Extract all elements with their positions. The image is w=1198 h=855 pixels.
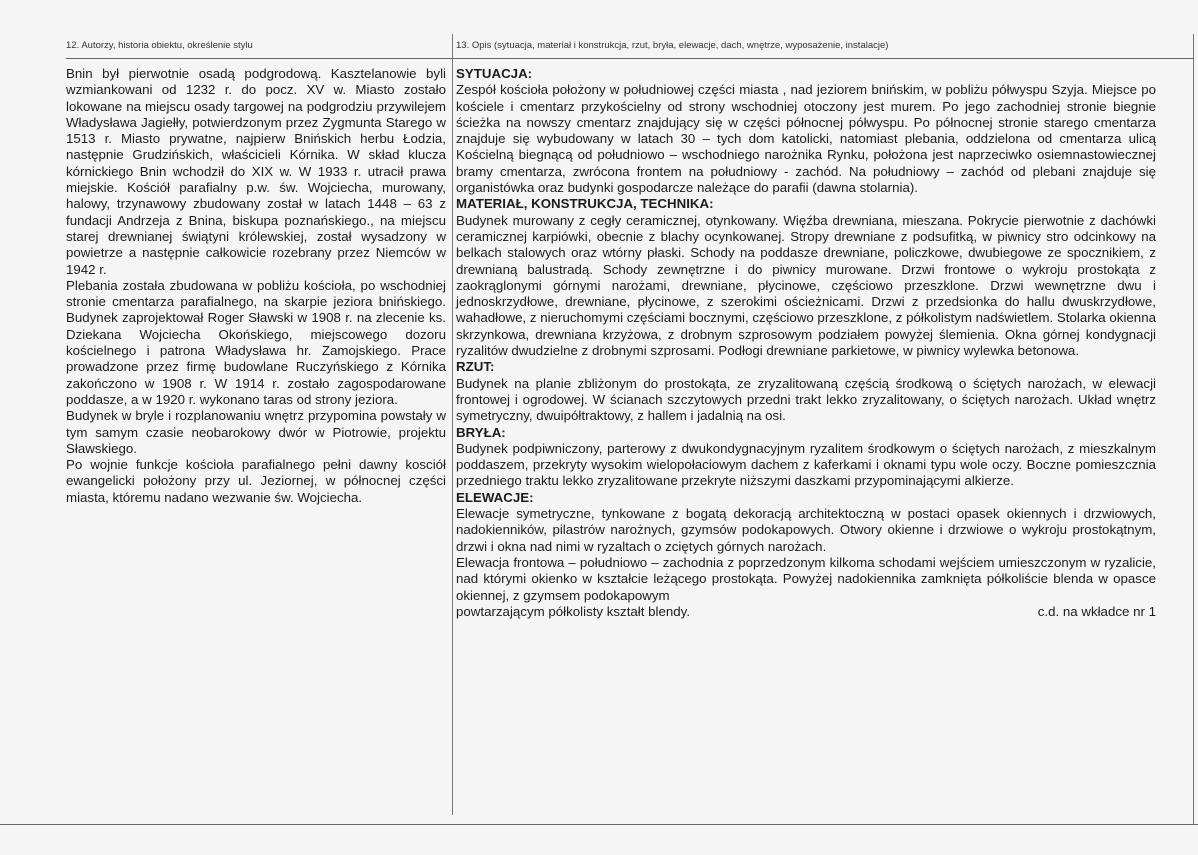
bottom-rule: [0, 824, 1198, 825]
section-heading-elewacje: ELEWACJE:: [456, 489, 534, 505]
right-column: [456, 66, 1156, 620]
section-paragraph: Elewacja frontowa – południowo – zachodnia z poprzedzonym kilkoma schodami wejściem umieszczonym w ryzalicie, nad którymi okienko w kształcie leżącego prostokąta. Powyżej nadokiennika zamknięta półkoliście blenda w opasce okiennej, z gzymsem podokapowym: [456, 554, 1156, 603]
section-paragraph: Budynek murowany z cegły ceramicznej, otynkowany. Więźba drewniana, mieszana. Pokrycie pierwotnie z dachówki ceramicznej karpiówki, obecnie z blachy ocynkowanej. Stropy drewniane z podsufitką, w piwnicy stro odcinkowy na belkach stalowych oraz wtórny płaski. Schody na poddasze drewniane, policzkowe, dwubiegowe ze spocznikiem, z drewnianą balustradą. Schody zewnętrzne i do piwnicy murowane. Drzwi frontowe o wykroju prostokąta z zaokrąglonymi górnymi narożami, drewniane, płycinowe, częściowo przeszklone. Drzwi wewnętrzne dwu i jednoskrzydłowe, drewniane, płycinowe, z szerokimi ościeżnicami. Drzwi z przedsionka do hallu dwuskrzydłowe, wahadłowe, z nieruchomymi częściami bocznymi, częściowo przeszklone, z półkolistym nadświetlem. Stolarka okienna skrzynkowa, drewniana krzyżowa, z drobnym szprosowym podziałem powyżej ślemienia. Okna górnej kondygnacji ryzalitów dwudzielne z drobnymi szprosami. Podłogi drewniane parkietowe, w piwnicy wylewka betonowa.: [456, 212, 1156, 359]
header-rule-left: [66, 58, 452, 59]
frame-border: [1193, 34, 1194, 825]
section-heading-bryla: BRYŁA:: [456, 424, 506, 440]
history-paragraph: Plebania została zbudowana w pobliżu kościoła, po wschodniej stronie cmentarza parafialnego, na skarpie jeziora bnińskiego. Budynek zaprojektował Roger Sławski w 1908 r. na zlecenie ks. Dziekana Wojciecha Okońskiego, miejscowego dozoru kościelnego i patrona Władysława hr. Zamojskiego. Prace prowadzone przez firmę budowlane Ruczyńskiego z Kórnika zakończono w 1908 r. W 1914 r. zostało zagospodarowane poddasze, a w 1920 r. wykonano taras od strony jeziora.: [66, 277, 446, 407]
section-heading-sytuacja: SYTUACJA:: [456, 66, 533, 81]
column-divider: [452, 34, 453, 815]
left-column: [66, 66, 446, 506]
history-paragraph: Po wojnie funkcje kościoła parafialnego pełni dawny kosciół ewangelicki położony przy ul. Jeziornej, w północnej części miasta, któremu nadano wezwanie św. Wojciecha.: [66, 457, 446, 505]
continuation-note: c.d. na wkładce nr 1: [1037, 603, 1156, 619]
section-paragraph: Elewacje symetryczne, tynkowane z bogatą dekoracją architektoczną w postaci opasek okiennych i drzwiowych, nadokienników, pilastrów narożnych, gzymsów podokapowych. Otwory okienne i drzwiowe o wykroju prostokątnym, drzwi i okna nad nimi w ryzaltach o zciętych górnych narożach.: [456, 506, 1156, 554]
last-text-line: powtarzającym półkolisty kształt blendy.: [456, 603, 691, 619]
right-column-header: 13. Opis (sytuacja, materiał i konstrukcja, rzut, bryła, elewacje, dach, wnętrze, wyposażenie, instalacje): [456, 40, 889, 51]
section-paragraph: Budynek podpiwniczony, parterowy z dwukondygnacyjnym ryzalitem środkowym o ściętych narożach, z mieszkalnym poddaszem, przekryty wysokim wielopołaciowym dachem z kaferkami i oknami typu wole oczy. Boczne pomieszcznia przedniego traktu lekko zryzalitowane przekryte niższymi daszkami przypominającymi alkierze.: [456, 440, 1156, 489]
header-rule-right: [452, 58, 1194, 59]
left-column-header: 12. Autorzy, historia obiektu, określenie stylu: [66, 40, 253, 51]
history-paragraph: Budynek w bryle i rozplanowaniu wnętrz przypomina powstały w tym samym czasie neobarokowy dwór w Piotrowie, projektu Sławskiego.: [66, 408, 446, 456]
section-paragraph: Zespół kościoła położony w południowej części miasta , nad jeziorem bnińskim, w pobliżu półwyspu Szyja. Miejsce po kościele i cmentarz przykościelny od strony wschodniej otoczony jest murem. Po jego zachodniej stronie biegnie ścieżka na nowszy cmentarz znajdujący się w części północnej półwyspu. Po północnej stronie starego cmentarza znajduje się wybudowany w latach 30 – tych dom katolicki, natomiast plebania, oddzielona od cmentarza ulicą Kościelną biegnącą od południowo – wschodniego narożnika Rynku, położona jest naprzeciwko osiemnastowiecznej bramy cmentarza, zwrócona frontem na południowy - zachód. Na południowy – zachód od plebani znajduje się organistówka oraz budynki gospodarcze należące do parafii (dawna stolarnia).: [456, 82, 1156, 196]
section-paragraph: Budynek na planie zbliżonym do prostokąta, ze zryzalitowaną częścią środkową o ściętych narożach, w elewacji frontowej i ogrodowej. W ścianach szczytowych przedni trakt lekko zryzalitowany, o ściętych narożach. Układ wnętrz symetryczny, dwuipółtraktowy, z hallem i jadalnią na osi.: [456, 375, 1156, 424]
final-line: [456, 604, 1156, 620]
history-paragraph: Bnin był pierwotnie osadą podgrodową. Kasztelanowie byli wzmiankowani od 1232 r. do pocz. XV w. Miasto zostało lokowane na miejscu osady targowej na podgrodziu przywilejem Władysława Jagiełły, potwierdzonym przez Zygmunta Starego w 1513 r. Miasto prywatne, najpierw Bnińskich herbu Łodzia, następnie Grudzińskich, właścicieli Kórnika. W skład klucza kórnickiego Bnin wchodził do XIX w. W 1933 r. utracił prawa miejskie. Kościół parafialny p.w. św. Wojciecha, murowany, halowy, trzynawowy zbudowany został w latach 1448 – 63 z fundacji Andrzeja z Bnina, biskupa poznańskiego., na miejscu starej drewnianej świątyni królewskiej, został wysadzony w powietrze a następnie całkowicie rozebrany przez Niemców w 1942 r.: [66, 66, 446, 277]
section-heading-rzut: RZUT:: [456, 359, 495, 375]
section-heading-material: MATERIAŁ, KONSTRUKCJA, TECHNIKA:: [456, 196, 714, 212]
